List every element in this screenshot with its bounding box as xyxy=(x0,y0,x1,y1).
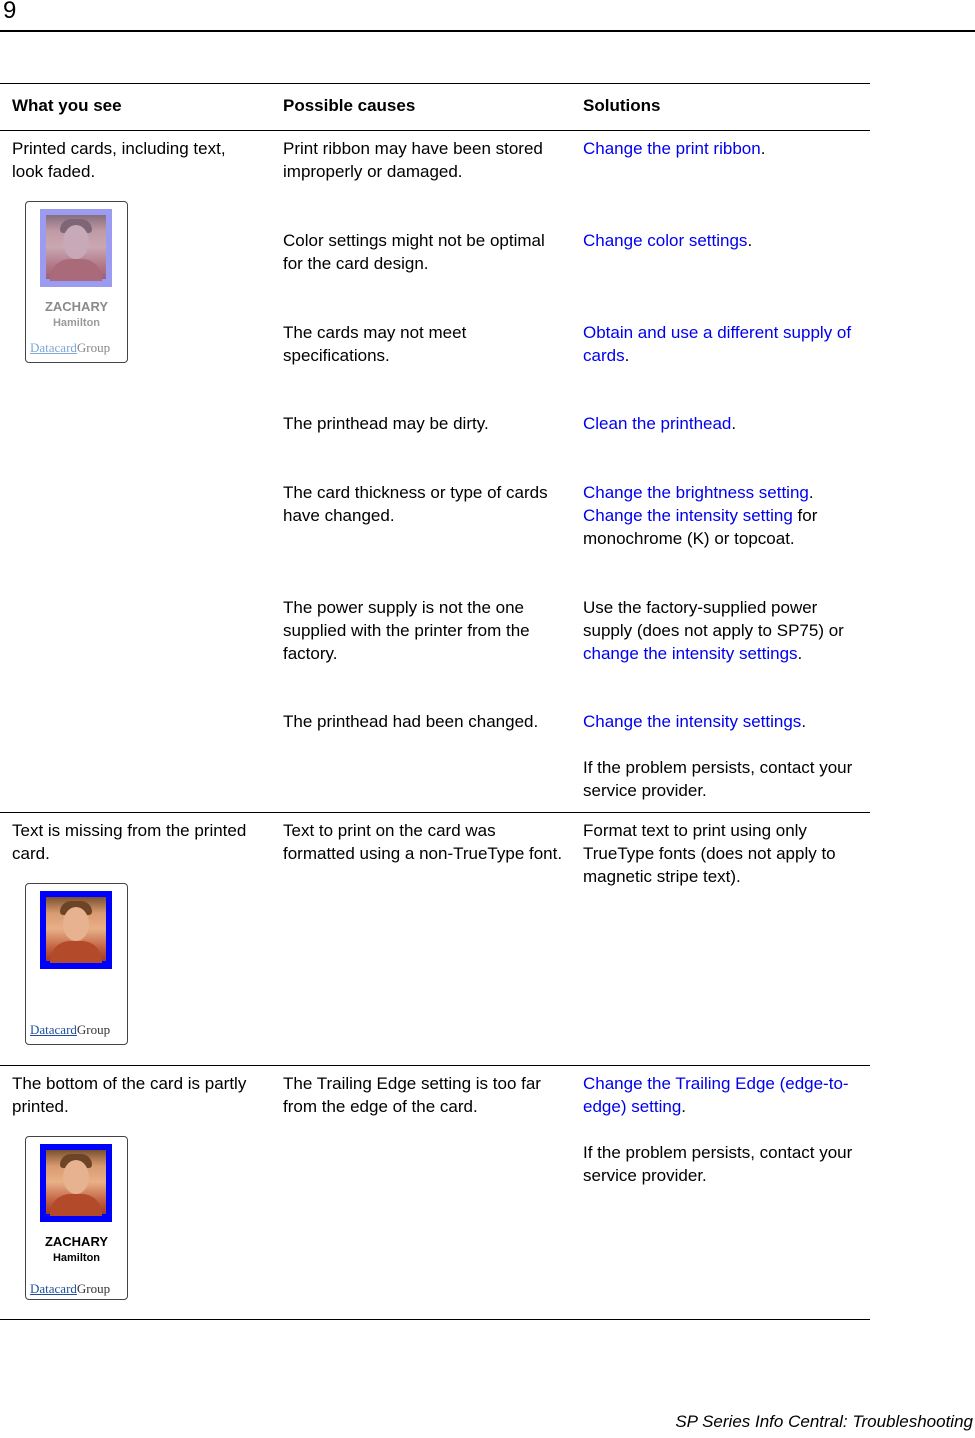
cause-color: Color settings might not be optimal for the card design. xyxy=(283,231,545,273)
solution-clean: Clean the printhead. xyxy=(583,414,737,433)
table-bottom-rule xyxy=(0,1319,870,1320)
card-logo: DatacardGroup xyxy=(30,340,111,355)
link-intensity-setting[interactable]: Change the intensity setting xyxy=(583,506,793,525)
link-brightness-setting[interactable]: Change the brightness setting xyxy=(583,483,809,502)
cause-non-truetype: Text to print on the card was formatted using a non-TrueType font. xyxy=(283,821,563,863)
card-surname: Hamilton xyxy=(52,1252,101,1264)
cause-thickness: The card thickness or type of cards have changed. xyxy=(283,483,548,525)
solution-contact-provider: If the problem persists, contact your service provider. xyxy=(583,1143,853,1185)
card-name: ZACHARY xyxy=(44,1234,109,1249)
row-divider xyxy=(0,1065,870,1066)
cause-printhead-changed: The printhead had been changed. xyxy=(283,712,539,731)
row3-what-text: The bottom of the card is partly printed. xyxy=(12,1074,247,1116)
solution-power-supply: Use the factory-supplied power supply (does not apply to SP75) or change the intensity settings. xyxy=(583,598,844,663)
link-change-intensity-settings-2[interactable]: Change the intensity settings xyxy=(583,712,802,731)
column-header-causes: Possible causes xyxy=(283,96,416,115)
card-photo xyxy=(46,897,106,961)
solution-color: Change color settings. xyxy=(583,231,753,250)
cause-power-supply: The power supply is not the one supplied with the printer from the factory. xyxy=(283,598,530,663)
link-change-color-settings[interactable]: Change color settings xyxy=(583,231,748,250)
cause-ribbon: Print ribbon may have been stored improperly or damaged. xyxy=(283,139,543,181)
card-logo: DatacardGroup xyxy=(30,1281,111,1296)
cause-specs: The cards may not meet specifications. xyxy=(283,323,467,365)
missing-text-card-image xyxy=(25,883,128,1045)
header-bottom-rule xyxy=(0,130,870,131)
link-clean-printhead[interactable]: Clean the printhead xyxy=(583,414,732,433)
cause-trailing-edge: The Trailing Edge setting is too far from the edge of the card. xyxy=(283,1074,541,1116)
row1-what-text: Printed cards, including text, look faded. xyxy=(12,139,226,181)
column-header-what: What you see xyxy=(12,96,122,115)
card-photo-frame xyxy=(40,891,112,969)
row-divider xyxy=(0,812,870,813)
card-name: ZACHARY xyxy=(44,299,109,314)
solution-thickness: Change the brightness setting. Change the intensity setting for monochrome (K) or topcoat. xyxy=(583,483,818,548)
solution-specs: Obtain and use a different supply of cards. xyxy=(583,323,852,365)
row2-what-text: Text is missing from the printed card. xyxy=(12,821,247,863)
header-rule xyxy=(0,30,975,32)
column-header-solutions: Solutions xyxy=(583,96,661,115)
partly-printed-card-image xyxy=(25,1136,128,1300)
card-photo xyxy=(46,215,106,279)
solution-printhead-changed: Change the intensity settings. xyxy=(583,712,807,731)
solution-contact-provider: If the problem persists, contact your service provider. xyxy=(583,758,853,800)
card-photo-frame xyxy=(40,209,112,287)
link-change-intensity-settings[interactable]: change the intensity settings xyxy=(583,644,798,663)
card-surname: Hamilton xyxy=(52,317,101,329)
link-trailing-edge-setting[interactable]: Change the Trailing Edge (edge-to-edge) setting xyxy=(583,1074,849,1116)
card-photo xyxy=(46,1150,106,1214)
card-logo: DatacardGroup xyxy=(30,1022,111,1037)
page-footer: SP Series Info Central: Troubleshooting xyxy=(675,1412,973,1431)
table-top-rule xyxy=(0,83,870,84)
faded-card-image xyxy=(25,201,128,363)
cause-printhead-dirty: The printhead may be dirty. xyxy=(283,414,489,433)
page-number: 9 xyxy=(3,0,17,24)
link-different-supply[interactable]: Obtain and use a different supply of cards xyxy=(583,323,852,365)
solution-ribbon: Change the print ribbon. xyxy=(583,139,766,158)
solution-truetype: Format text to print using only TrueType fonts (does not apply to magnetic stripe text). xyxy=(583,821,836,886)
link-change-print-ribbon[interactable]: Change the print ribbon xyxy=(583,139,761,158)
card-photo-frame xyxy=(40,1144,112,1222)
solution-trailing-edge: Change the Trailing Edge (edge-to-edge) setting. xyxy=(583,1074,849,1116)
